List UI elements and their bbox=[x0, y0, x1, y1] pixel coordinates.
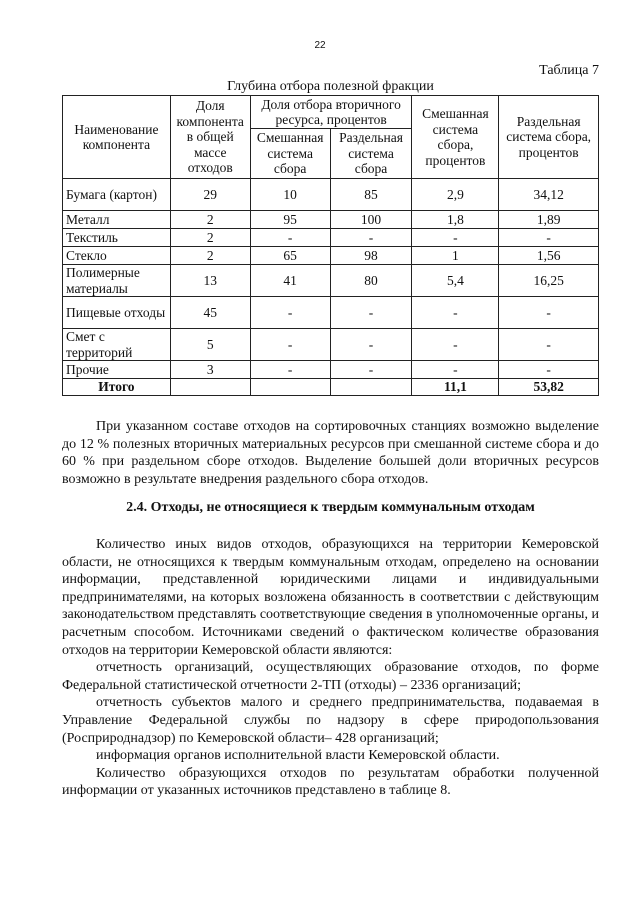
header-mixed-system: Смешанная система сбора bbox=[250, 129, 330, 179]
table-row bbox=[63, 297, 599, 329]
cell-separate-pct: 1,56 bbox=[499, 247, 599, 265]
header-separate-pct: Раздельная система сбора, процентов bbox=[499, 96, 599, 179]
cell-separate: - bbox=[330, 297, 412, 329]
cell-mixed-pct: 2,9 bbox=[412, 179, 499, 211]
cell-mixed-pct: - bbox=[412, 229, 499, 247]
page-number: 22 bbox=[314, 40, 326, 51]
cell-mixed: 41 bbox=[250, 265, 330, 297]
cell-name: Стекло bbox=[63, 247, 171, 265]
cell-mixed-pct: - bbox=[412, 329, 499, 361]
waste-fraction-table bbox=[62, 95, 599, 396]
cell-name: Бумага (картон) bbox=[63, 179, 171, 211]
cell-mixed: - bbox=[250, 329, 330, 361]
cell-share: 45 bbox=[170, 297, 250, 329]
total-share bbox=[170, 379, 250, 396]
table-row bbox=[63, 179, 599, 211]
section-paragraph: отчетность субъектов малого и среднего предпринимательства, подаваемая в Управление Федеральной службы по надзору в сфере природопользования (Росприроднадзор) по Кемеровской области– 428 организаций; bbox=[62, 695, 599, 746]
cell-mixed-pct: - bbox=[412, 361, 499, 379]
header-name: Наименование компонента bbox=[63, 96, 171, 179]
header-secondary-group: Доля отбора вторичного ресурса, процентов bbox=[250, 96, 412, 129]
table-row bbox=[63, 211, 599, 229]
header-share: Доля компонента в общей массе отходов bbox=[170, 96, 250, 179]
total-mixed bbox=[250, 379, 330, 396]
cell-share: 2 bbox=[170, 211, 250, 229]
cell-mixed: 65 bbox=[250, 247, 330, 265]
table-header-row bbox=[63, 96, 599, 129]
cell-separate-pct: - bbox=[499, 361, 599, 379]
cell-separate-pct: 16,25 bbox=[499, 265, 599, 297]
section-paragraph: информация органов исполнительной власти Кемеровской области. bbox=[96, 748, 500, 764]
table-title: Глубина отбора полезной фракции bbox=[227, 79, 434, 94]
cell-mixed-pct: 5,4 bbox=[412, 265, 499, 297]
cell-separate: - bbox=[330, 229, 412, 247]
cell-mixed: - bbox=[250, 361, 330, 379]
cell-separate-pct: 34,12 bbox=[499, 179, 599, 211]
total-label: Итого bbox=[63, 379, 171, 396]
cell-name: Пищевые отходы bbox=[63, 297, 171, 329]
cell-separate-pct: - bbox=[499, 229, 599, 247]
table-row bbox=[63, 247, 599, 265]
total-separate-pct: 53,82 bbox=[499, 379, 599, 396]
header-separate-system: Раздельная система сбора bbox=[330, 129, 412, 179]
cell-mixed-pct: 1,8 bbox=[412, 211, 499, 229]
paragraph-after-table: При указанном составе отходов на сортировочных станциях возможно выделение до 12 % полезных вторичных материальных ресурсов при смешанной системе сбора и до 60 % при раздельном сборе отходов. Выделение большей доли вторичных ресурсов возможно в результате внедрения раздельного сбора отходов. bbox=[62, 419, 599, 487]
cell-separate: 85 bbox=[330, 179, 412, 211]
cell-separate: - bbox=[330, 329, 412, 361]
cell-mixed-pct: 1 bbox=[412, 247, 499, 265]
cell-separate-pct: - bbox=[499, 329, 599, 361]
section-heading: 2.4. Отходы, не относящиеся к твердым коммунальным отходам bbox=[126, 500, 535, 515]
total-mixed-pct: 11,1 bbox=[412, 379, 499, 396]
cell-name: Текстиль bbox=[63, 229, 171, 247]
cell-name: Смет с территорий bbox=[63, 329, 171, 361]
cell-mixed: - bbox=[250, 297, 330, 329]
cell-share: 5 bbox=[170, 329, 250, 361]
header-mixed-pct: Смешанная система сбора, процентов bbox=[412, 96, 499, 179]
table-row bbox=[63, 329, 599, 361]
cell-mixed: 95 bbox=[250, 211, 330, 229]
cell-separate-pct: - bbox=[499, 297, 599, 329]
cell-mixed: - bbox=[250, 229, 330, 247]
table-row bbox=[63, 265, 599, 297]
table-total-row bbox=[63, 379, 599, 396]
cell-mixed-pct: - bbox=[412, 297, 499, 329]
section-body bbox=[62, 536, 599, 800]
cell-separate: 100 bbox=[330, 211, 412, 229]
table-row bbox=[63, 229, 599, 247]
cell-name: Полимерные материалы bbox=[63, 265, 171, 297]
table-label: Таблица 7 bbox=[539, 63, 599, 78]
section-paragraph: Количество иных видов отходов, образующихся на территории Кемеровской области, не относящихся к твердым коммунальным отходам, определено на основании информации, представленной юридическими лицами и индивидуальными предпринимателями, на которых возложена обязанность в соответствии с действующим законодательством представлять соответствующие сведения в уполномоченные органы, и расчетным способом. Источниками сведений о фактическом количестве образования отходов на территории Кемеровской области являются: bbox=[62, 537, 599, 658]
cell-mixed: 10 bbox=[250, 179, 330, 211]
total-separate bbox=[330, 379, 412, 396]
table-row bbox=[63, 361, 599, 379]
cell-separate: 80 bbox=[330, 265, 412, 297]
cell-name: Металл bbox=[63, 211, 171, 229]
cell-separate: - bbox=[330, 361, 412, 379]
cell-share: 3 bbox=[170, 361, 250, 379]
cell-separate-pct: 1,89 bbox=[499, 211, 599, 229]
cell-share: 2 bbox=[170, 247, 250, 265]
section-paragraph: отчетность организаций, осуществляющих образование отходов, по форме Федеральной статистической отчетности 2-ТП (отходы) – 2336 организаций; bbox=[62, 660, 599, 693]
cell-share: 29 bbox=[170, 179, 250, 211]
cell-share: 2 bbox=[170, 229, 250, 247]
cell-separate: 98 bbox=[330, 247, 412, 265]
section-paragraph: Количество образующихся отходов по результатам обработки полученной информации от указанных источников представлено в таблице 8. bbox=[62, 765, 599, 799]
cell-name: Прочие bbox=[63, 361, 171, 379]
cell-share: 13 bbox=[170, 265, 250, 297]
